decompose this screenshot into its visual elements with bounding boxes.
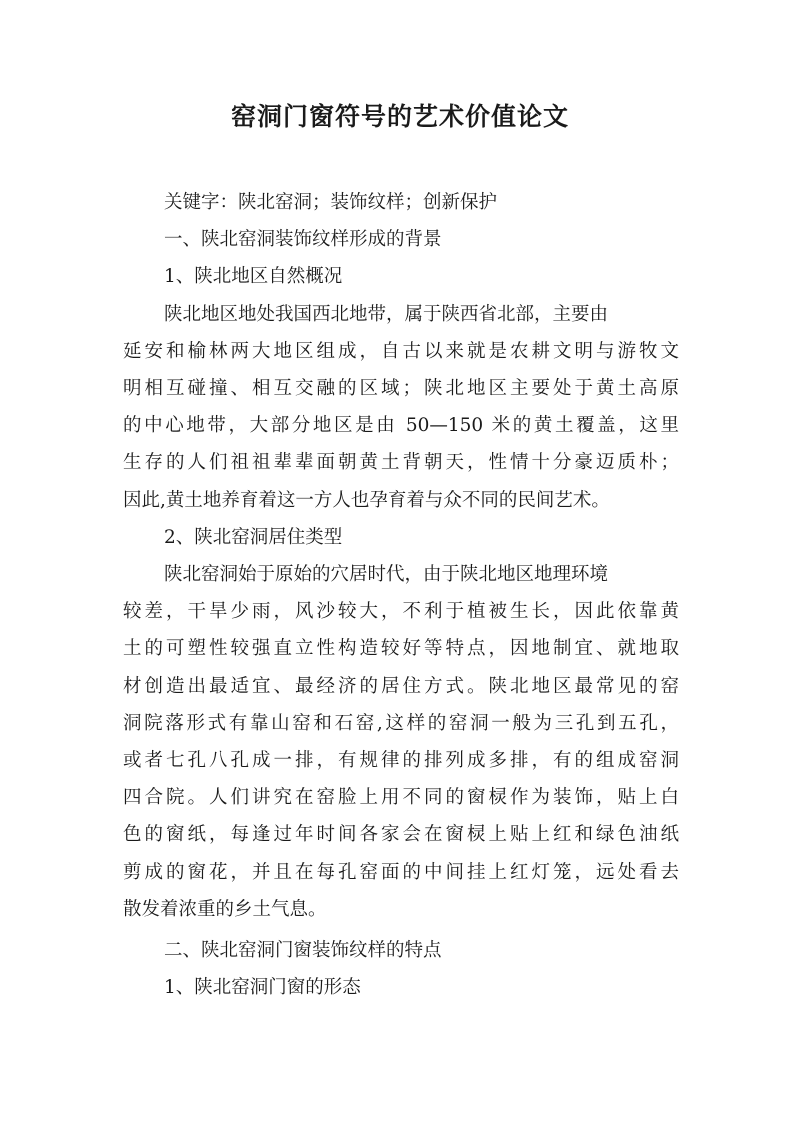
paragraph-line: 色的窗纸，每逢过年时间各家会在窗棂上贴上红和绿色油纸 (123, 824, 679, 846)
paragraph-line: 或者七孔八孔成一排，有规律的排列成多排，有的组成窑洞 (123, 750, 679, 772)
paragraph-line: 四合院。人们讲究在窑脸上用不同的窗棂作为装饰，贴上白 (123, 787, 679, 809)
paragraph-line: 散发着浓重的乡土气息。 (123, 898, 327, 920)
paragraph-line: 明相互碰撞、相互交融的区域；陕北地区主要处于黄土高原 (123, 378, 679, 400)
paragraph-line: 洞院落形式有靠山窑和石窑,这样的窑洞一般为三孔到五孔， (123, 712, 679, 734)
paragraph-line: 陕北地区地处我国西北地带，属于陕西省北部，主要由 (164, 303, 609, 325)
subsection-heading-1-1: 1、陕北地区自然概况 (164, 266, 343, 288)
paragraph-line: 剪成的窗花，并且在每孔窑面的中间挂上红灯笼，远处看去 (123, 861, 679, 883)
paragraph-line: 材创造出最适宜、最经济的居住方式。陕北地区最常见的窑 (123, 675, 679, 697)
subsection-heading-2-1: 1、陕北窑洞门窗的形态 (164, 977, 361, 999)
paragraph-line: 较差，干旱少雨，风沙较大，不利于植被生长，因此依靠黄 (123, 601, 679, 623)
paragraph-line: 陕北窑洞始于原始的穴居时代，由于陕北地区地理环境 (164, 564, 609, 586)
keywords-line: 关键字：陕北窑洞；装饰纹样；创新保护 (164, 192, 498, 213)
paragraph-line: 的中心地带，大部分地区是由 50—150 米的黄土覆盖，这里 (123, 415, 679, 437)
section-heading-1: 一、陕北窑洞装饰纹样形成的背景 (164, 229, 442, 251)
document-body (123, 184, 679, 1006)
document-title: 窑洞门窗符号的艺术价值论文 (230, 102, 569, 131)
paragraph-line: 生存的人们祖祖辈辈面朝黄土背朝天，性情十分豪迈质朴； (123, 452, 679, 474)
paragraph-line: 因此,黄土地养育着这一方人也孕育着与众不同的民间艺术。 (123, 489, 610, 511)
paragraph-line: 延安和榆林两大地区组成，自古以来就是农耕文明与游牧文 (123, 340, 679, 362)
paragraph-line: 土的可塑性较强直立性构造较好等特点，因地制宜、就地取 (123, 638, 679, 660)
subsection-heading-1-2: 2、陕北窑洞居住类型 (164, 526, 343, 548)
section-heading-2: 二、陕北窑洞门窗装饰纹样的特点 (164, 940, 442, 962)
